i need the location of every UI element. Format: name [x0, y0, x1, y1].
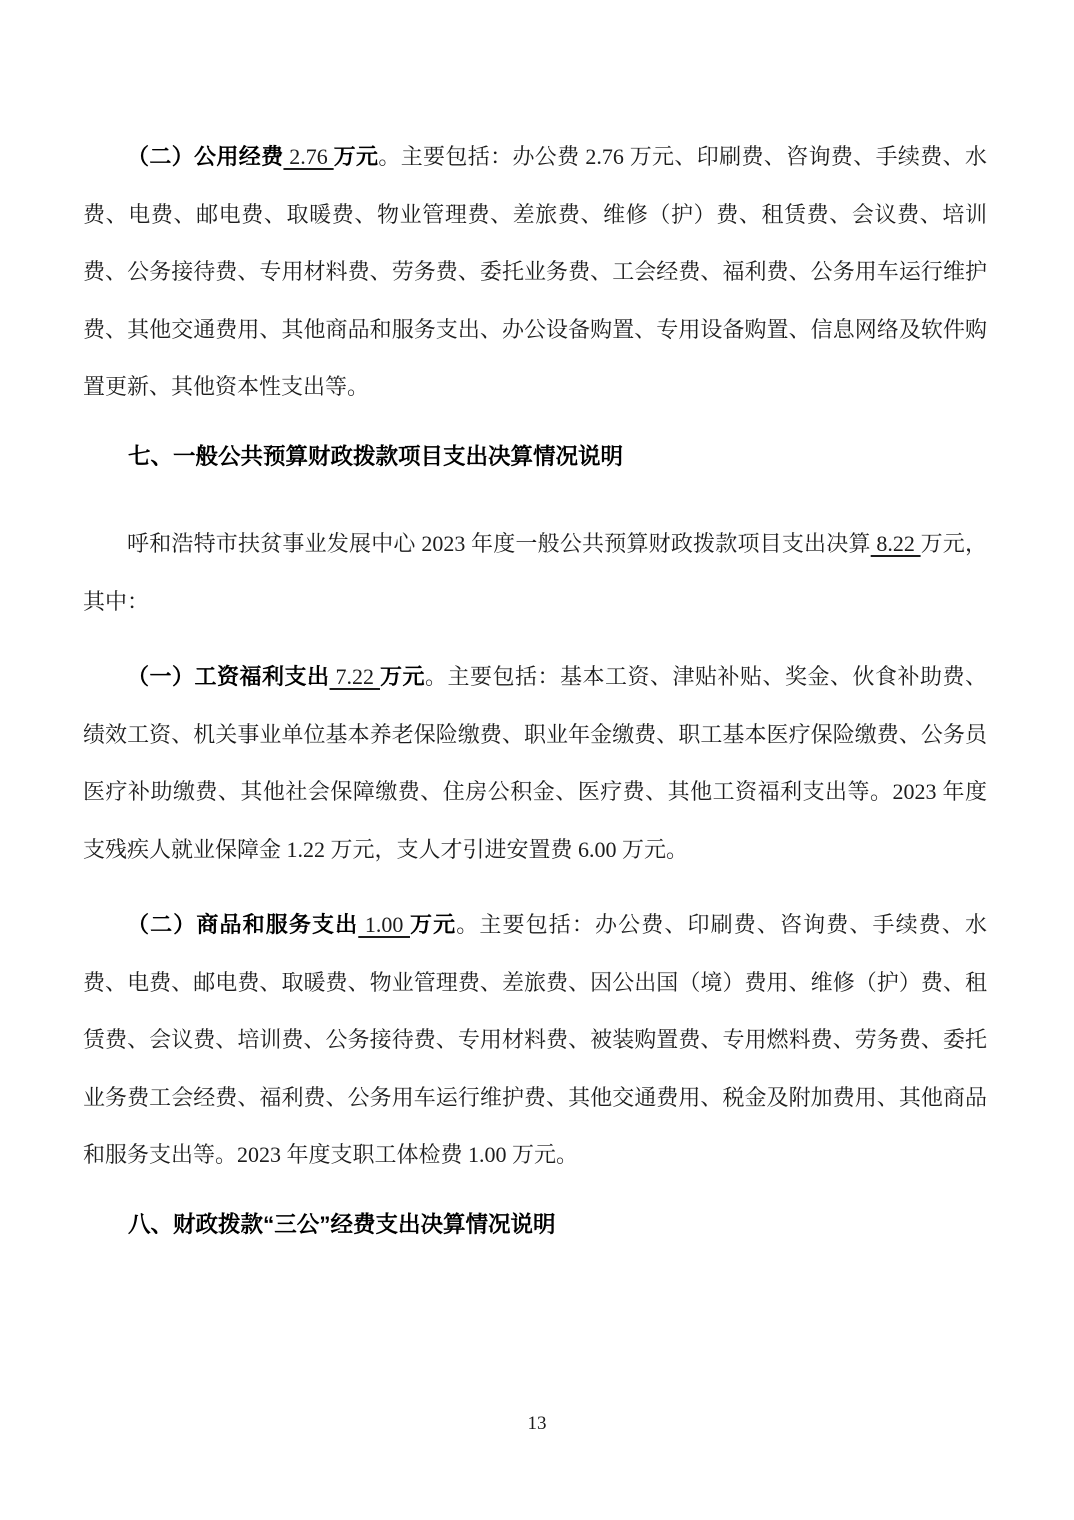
paragraph-public-funds [83, 128, 987, 416]
salary-welfare-amount: 7.22 [329, 664, 380, 689]
public-funds-lead: （二）公用经费 [127, 144, 284, 169]
goods-services-lead: （二）商品和服务支出 [127, 912, 359, 937]
paragraph-salary-welfare [83, 648, 987, 878]
paragraph-project-total [83, 515, 987, 630]
goods-services-unit: 万元 [410, 912, 457, 937]
paragraph-goods-services [83, 896, 987, 1184]
page-number: 13 [527, 1413, 547, 1434]
project-total-tail: 万元，其中： [83, 531, 987, 614]
project-total-lead: 呼和浩特市扶贫事业发展中心 2023 年度一般公共预算财政拨款项目支出决算 [127, 531, 871, 556]
salary-welfare-lead: （一）工资福利支出 [127, 664, 330, 689]
goods-services-body: 。主要包括：办公费、印刷费、咨询费、手续费、水费、电费、邮电费、取暖费、物业管理费、差旅费、因公出国（境）费用、维修（护）费、租赁费、会议费、培训费、公务接待费、专用材料费、被装购置费、专用燃料费、劳务费、委托业务费工会经费、福利费、公务用车运行维护费、其他交通费用、税金及附加费用、其他商品和服务支出等。2023 年度支职工体检费 1.00 万元。 [83, 912, 987, 1167]
salary-welfare-unit: 万元 [380, 664, 425, 689]
salary-welfare-body: 。主要包括：基本工资、津贴补贴、奖金、伙食补助费、绩效工资、机关事业单位基本养老保险缴费、职业年金缴费、职工基本医疗保险缴费、公务员医疗补助缴费、其他社会保障缴费、住房公积金、医疗费、其他工资福利支出等。2023 年度支残疾人就业保障金 1.22 万元，支人才引进安置费 6.00 万元。 [83, 664, 987, 862]
goods-services-amount: 1.00 [358, 912, 410, 937]
section-7-heading: 七、一般公共预算财政拨款项目支出决算情况说明 [128, 443, 624, 469]
section-8-heading: 八、财政拨款“三公”经费支出决算情况说明 [128, 1211, 556, 1237]
public-funds-unit: 万元 [333, 144, 379, 169]
project-total-amount: 8.22 [870, 531, 921, 556]
public-funds-amount: 2.76 [283, 144, 334, 169]
public-funds-body: 。主要包括：办公费 2.76 万元、印刷费、咨询费、手续费、水费、电费、邮电费、取暖费、物业管理费、差旅费、维修（护）费、租赁费、会议费、培训费、公务接待费、专用材料费、劳务费、委托业务费、工会经费、福利费、公务用车运行维护费、其他交通费用、其他商品和服务支出、办公设备购置、专用设备购置、信息网络及软件购置更新、其他资本性支出等。 [83, 144, 987, 399]
